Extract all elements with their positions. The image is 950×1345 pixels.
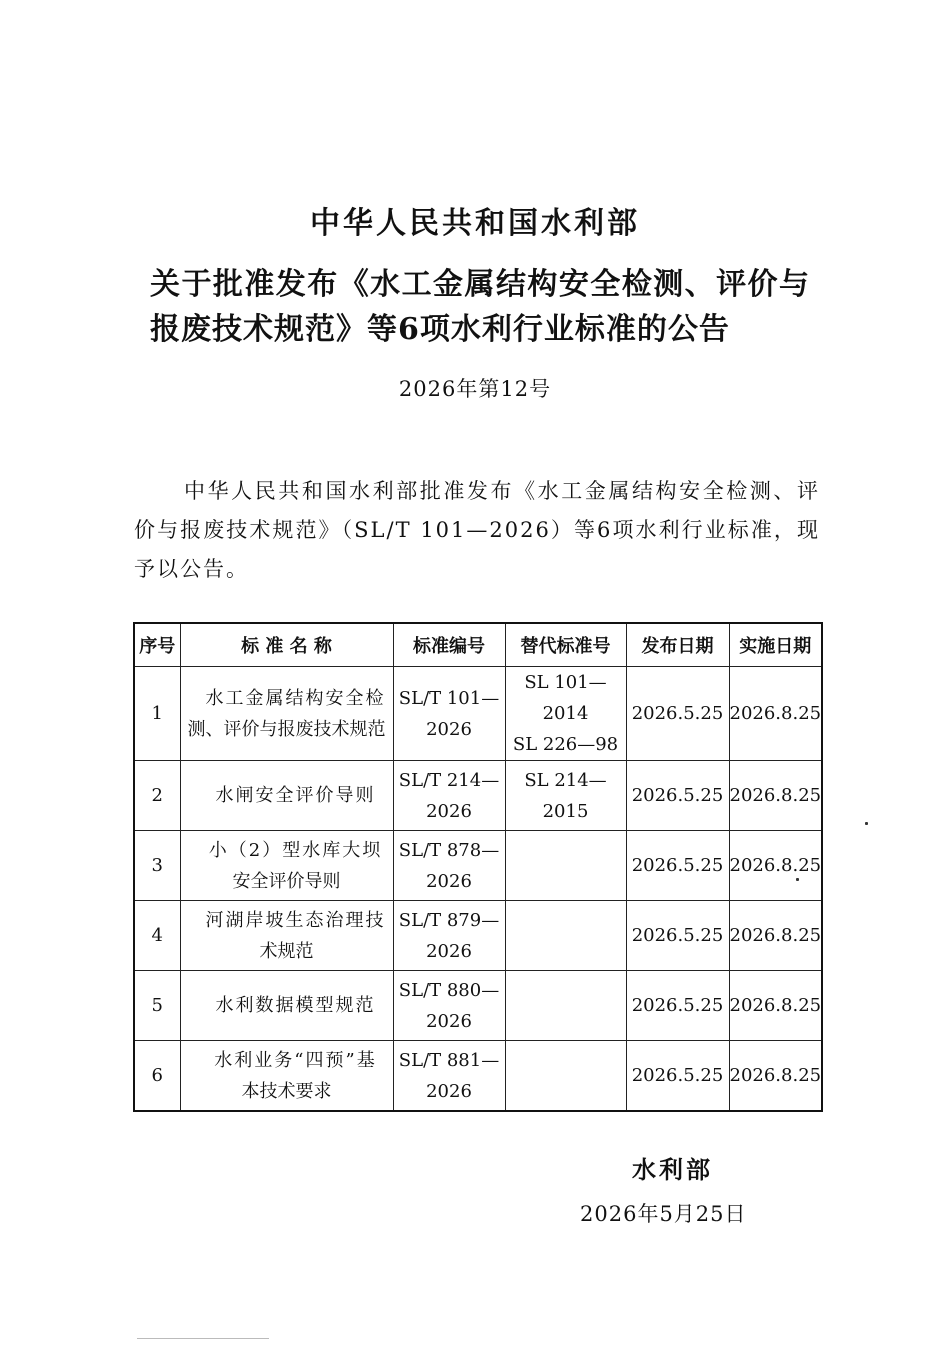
standard-code: [393, 667, 505, 761]
scan-artifact-line: [137, 1338, 269, 1339]
issuing-ministry: 中华人民共和国水利部: [310, 206, 640, 241]
standard-name: [180, 831, 393, 901]
replaced-standard: [505, 667, 626, 761]
standard-code: [393, 831, 505, 901]
standard-name-line: 安全评价导则: [232, 870, 341, 892]
scan-speck: [796, 878, 799, 881]
replaced-line: SL 226—98: [512, 734, 619, 755]
header-no: 序号: [134, 623, 180, 667]
code-line: 2026: [426, 940, 472, 962]
effective-date: 2026.8.25: [729, 761, 822, 831]
table-row: [134, 1041, 822, 1112]
code-line: 2026: [426, 718, 472, 740]
publish-date: 2026.5.25: [626, 1041, 729, 1112]
effective-date: 2026.8.25: [729, 831, 822, 901]
code-line: SL/T 214—: [398, 769, 500, 791]
standard-name-line: 水利数据模型规范: [215, 995, 376, 1016]
publish-date: 2026.5.25: [626, 901, 729, 971]
header-code: 标准编号: [393, 623, 505, 667]
header-publish-date: 发布日期: [626, 623, 729, 667]
table-header-row: [134, 623, 822, 667]
table-row: [134, 901, 822, 971]
code-line: SL/T 101—: [398, 687, 500, 709]
standard-name-line: 本技术要求: [241, 1080, 332, 1102]
standard-code: [393, 761, 505, 831]
standard-name-line: 河湖岸坡生态治理技: [205, 909, 386, 931]
row-no: 3: [134, 831, 180, 901]
table-row: [134, 831, 822, 901]
replaced-standard: [505, 761, 626, 831]
replaced-standard: [505, 971, 626, 1041]
document-number: 2026年第12号: [398, 377, 552, 401]
row-no: 2: [134, 761, 180, 831]
signature-date: 2026年5月25日: [580, 1202, 747, 1226]
row-no: 1: [134, 667, 180, 761]
standard-name-line: 小（2）型水库大坝: [208, 839, 383, 861]
code-line: 2026: [426, 1080, 472, 1102]
replaced-line: SL 214—2015: [524, 769, 607, 822]
standard-name-line: 水利业务“四预”基: [214, 1049, 377, 1071]
row-no: 6: [134, 1041, 180, 1112]
announcement-body: 中华人民共和国水利部批准发布《水工金属结构安全检测、评价与报废技术规范》（SL/T 101—2026）等6项水利行业标准，现予以公告。: [134, 479, 820, 581]
publish-date: 2026.5.25: [626, 667, 729, 761]
code-line: 2026: [426, 870, 472, 892]
table-row: [134, 971, 822, 1041]
code-line: SL/T 878—: [398, 839, 500, 861]
signature-organization: 水利部: [632, 1155, 713, 1184]
row-no: 4: [134, 901, 180, 971]
header-replaced: 替代标准号: [505, 623, 626, 667]
standard-name: [180, 901, 393, 971]
header-effective-date: 实施日期: [729, 623, 822, 667]
standard-name-line: 术规范: [259, 940, 314, 962]
standard-name: [180, 1041, 393, 1112]
table-row: [134, 761, 822, 831]
standard-name: [180, 971, 393, 1041]
standard-name: [180, 761, 393, 831]
scan-speck: [865, 822, 868, 825]
standards-table: [133, 622, 823, 1112]
code-line: SL/T 879—: [398, 909, 500, 931]
standard-code: [393, 901, 505, 971]
standard-name-line: 水闸安全评价导则: [215, 785, 376, 806]
standard-name: [180, 667, 393, 761]
publish-date: 2026.5.25: [626, 761, 729, 831]
replaced-standard: [505, 1041, 626, 1112]
replaced-standard: [505, 831, 626, 901]
effective-date: 2026.8.25: [729, 971, 822, 1041]
code-line: 2026: [426, 1010, 472, 1032]
standard-code: [393, 971, 505, 1041]
code-line: SL/T 880—: [398, 979, 500, 1001]
replaced-line: SL 101—2014: [524, 672, 607, 724]
publish-date: 2026.5.25: [626, 971, 729, 1041]
code-line: SL/T 881—: [398, 1049, 500, 1071]
table-row: [134, 667, 822, 761]
effective-date: 2026.8.25: [729, 1041, 822, 1112]
replaced-standard: [505, 901, 626, 971]
effective-date: 2026.8.25: [729, 901, 822, 971]
code-line: 2026: [426, 800, 472, 822]
publish-date: 2026.5.25: [626, 831, 729, 901]
standard-name-line: 测、评价与报废技术规范: [187, 718, 386, 740]
effective-date: 2026.8.25: [729, 667, 822, 761]
standard-code: [393, 1041, 505, 1112]
announcement-title: 关于批准发布《水工金属结构安全检测、评价与报废技术规范》等6项水利行业标准的公告: [150, 267, 810, 347]
standard-name-line: 水工金属结构安全检: [205, 687, 386, 709]
header-name: 标 准 名 称: [180, 623, 393, 667]
row-no: 5: [134, 971, 180, 1041]
